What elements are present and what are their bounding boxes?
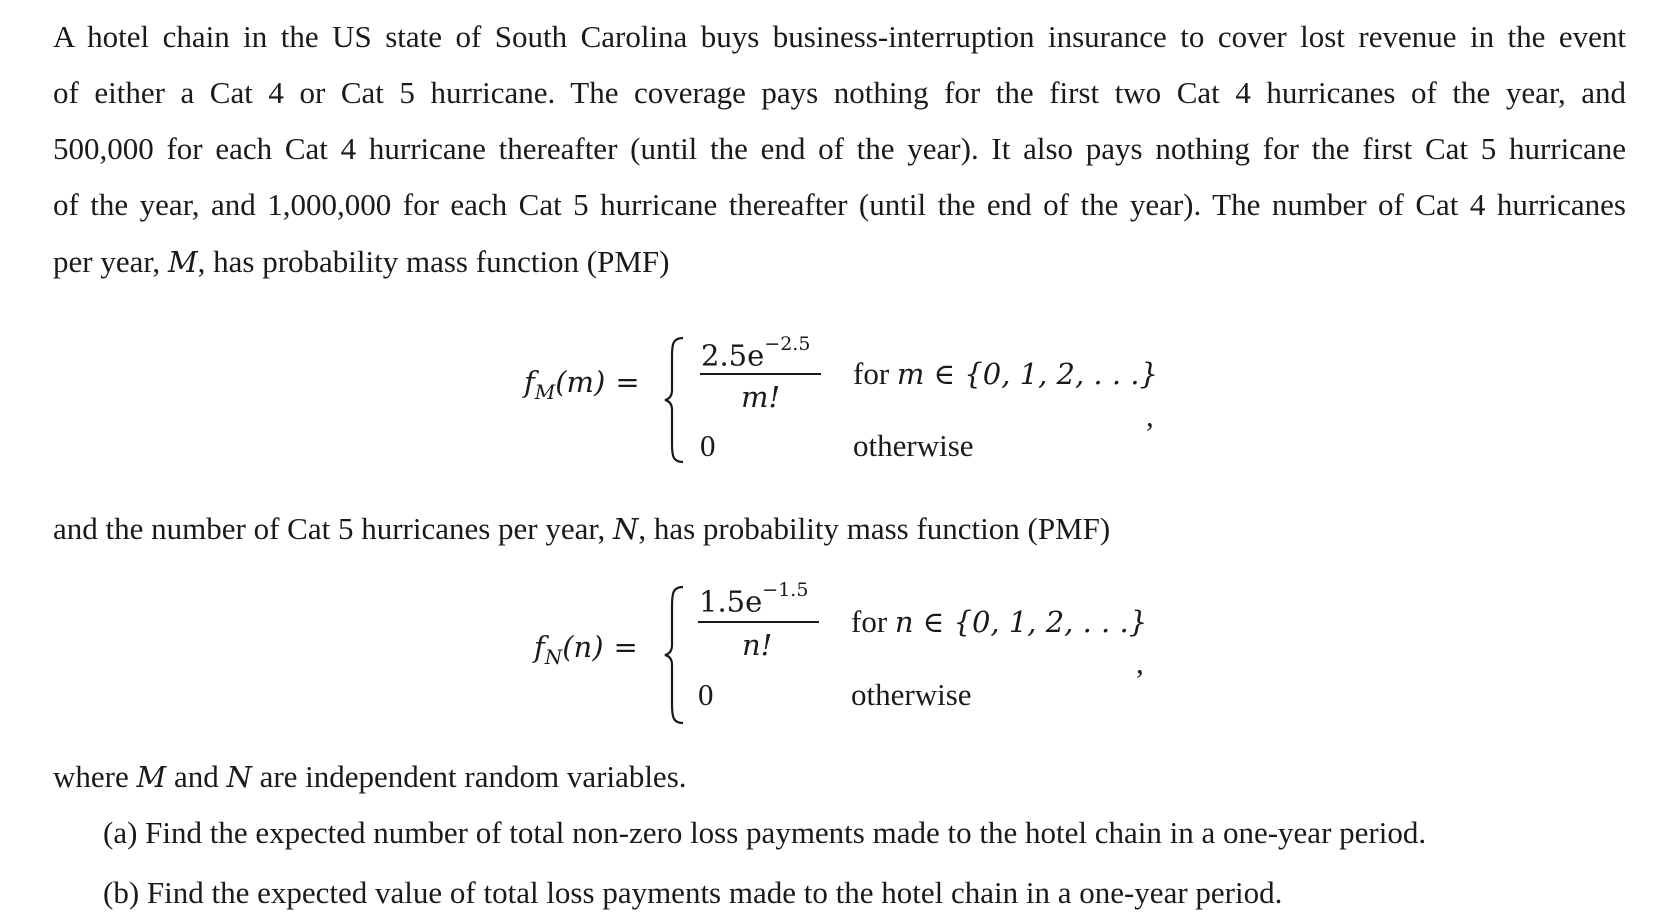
- pmf-m-otherwise: otherwise: [853, 428, 974, 463]
- pmf-n-brace: [663, 585, 685, 725]
- question-a: (a) Find the expected number of total non-zero loss payments made to the hotel chain in a one-year period.: [103, 815, 1427, 850]
- pmf-m-brace: [663, 336, 685, 464]
- pmf-n-otherwise: otherwise: [851, 677, 972, 712]
- pmf-m-denominator: m!: [741, 380, 781, 414]
- intro-line-5: per year, M, has probability mass function (PMF): [53, 244, 670, 279]
- pmf-n-lhs: $f_N(n)$ =: [534, 630, 638, 670]
- pmf-n-fraction-bar: [698, 621, 819, 623]
- pmf-n-zero: 0: [698, 677, 714, 712]
- pmf-n-numerator: $1.5e^{-1.5}$: [699, 579, 809, 619]
- closing-sentence: where M and N are independent random variables.: [53, 759, 687, 794]
- intro-line-4: of the year, and 1,000,000 for each Cat 5 hurricane thereafter (until the end of the year). The number of Cat 4 hurricanes: [53, 187, 1626, 222]
- var-N: N: [612, 512, 639, 546]
- intro-line-3: 500,000 for each Cat 4 hurricane thereafter (until the end of the year). It also pays nothing for the first Cat 5 hurricane: [53, 131, 1626, 166]
- intro-line-1: A hotel chain in the US state of South Carolina buys business-interruption insurance to cover lost revenue in the event: [53, 19, 1626, 54]
- pmf-n-denominator: n!: [742, 628, 773, 662]
- pmf-m-fraction-bar: [700, 373, 821, 375]
- pmf-m-zero: 0: [700, 428, 716, 463]
- var-M: M: [167, 245, 198, 279]
- question-b: (b) Find the expected value of total loss payments made to the hotel chain in a one-year period.: [103, 875, 1283, 910]
- pmf-n-condition: for n ∈ {0, 1, 2, . . .}: [851, 604, 1148, 639]
- pmf-n-comma: ,: [1136, 645, 1144, 680]
- pmf-m-comma: ,: [1146, 398, 1154, 433]
- pmf-m-numerator: $2.5e^{-2.5}$: [701, 333, 811, 373]
- pmf-m-condition: for m ∈ {0, 1, 2, . . .}: [853, 356, 1158, 391]
- pmf-m-lhs: $f_M(m)$ =: [524, 365, 640, 405]
- intro-line-2: of either a Cat 4 or Cat 5 hurricane. The coverage pays nothing for the first two Cat 4 hurricanes of the year, and: [53, 75, 1626, 110]
- middle-sentence: and the number of Cat 5 hurricanes per year, N, has probability mass function (PMF): [53, 511, 1111, 546]
